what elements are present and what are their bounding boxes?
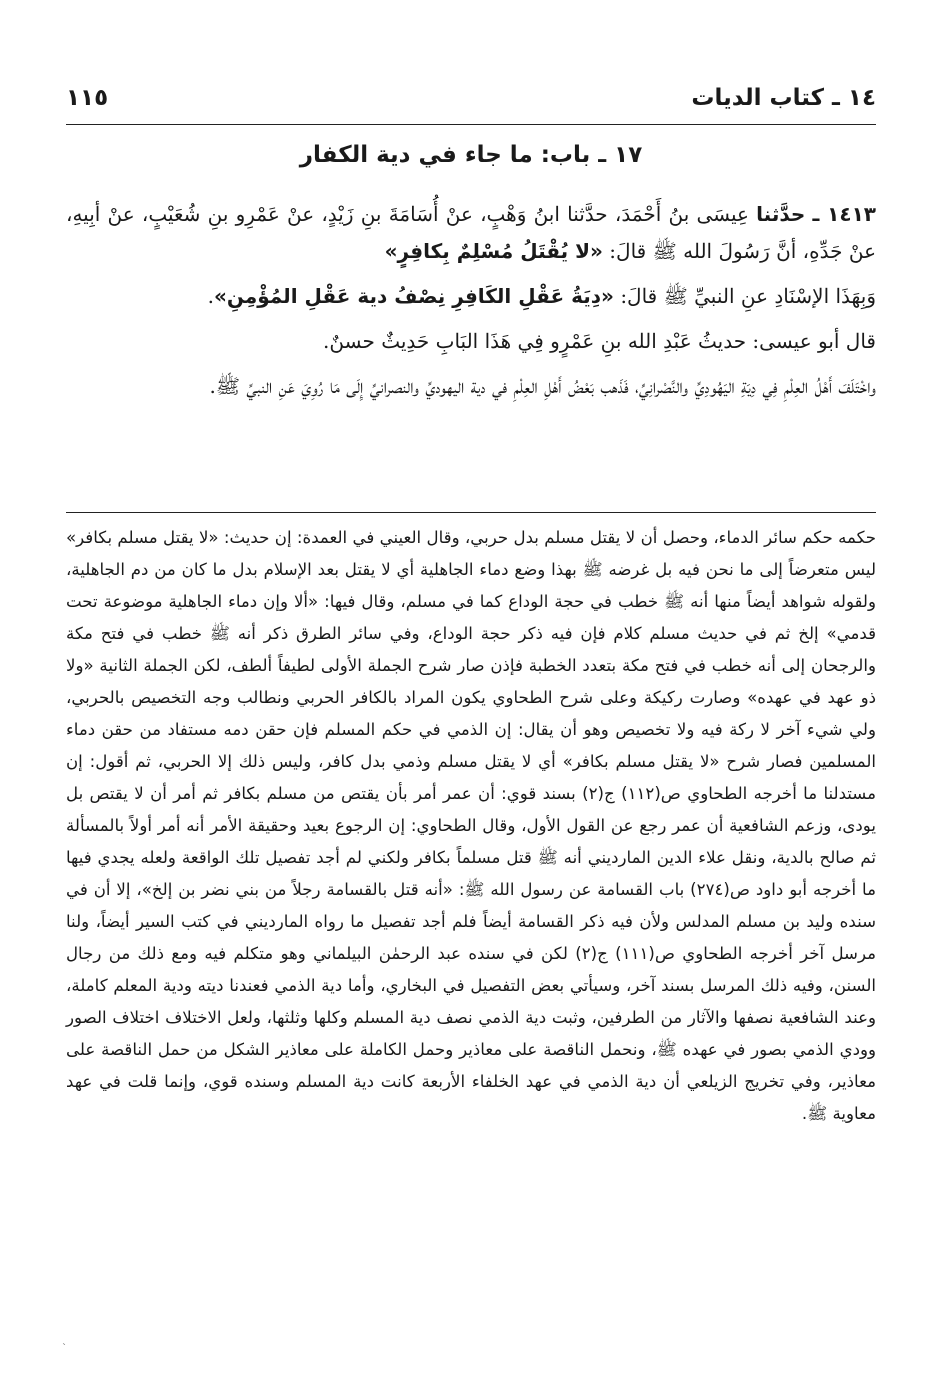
- footnote-text: حكمه حكم سائر الدماء، وحصل أن لا يقتل مسلم بدل حربي، وقال العيني في العمدة: إن حديث: «لا يقتل مسلم بكافر» ليس متعرضاً إلى ما نحن فيه بل غرضه ﷺ بهذا وضع دماء الجاهلية أي لا يقتل بعد الإسلام بدل ما كان من دم الجاهلية، ولقوله شواهد أيضاً منها أنه ﷺ خطب في حجة الوداع كما في مسلم، وقال فيها: «ألا وإن دماء الجاهلية موضوعة تحت قدمي» إلخ ثم في حديث مسلم كلام فإن فيه ذكر حجة الوداع، وفي سائر الطرق ذكر أنه ﷺ خطب في فتح مكة والرجحان إلى أنه خطب في فتح مكة بتعدد الخطبة فإذن صار شرح الجملة الأولى لطيفاً ألطف، لكن الجملة الثانية «ولا ذو عهد في عهده» وصارت ركيكة وعلى شرح الطحاوي يكون المراد بالكافر الحربي ونطالب وجه التخصيص بالحربي، ولي شيء آخر لا ركة فيه ولا تخصيص وهو أن يقال: إن الذمي في حكم المسلم فإن حقن دمه مستفاد من حقن دماء المسلمين فصار شرح «لا يقتل مسلم بكافر» أي لا يقتل مسلم وذمي بدل كافر، وليس ذلك إلا الحربي، ثم أقول: إن مستدلنا ما أخرجه الطحاوي ص(١١٢) ج(٢) بسند قوي: أن عمر أمر بأن يقتص من مسلم بكافر ثم أمر أن لا يقتص بل يودى، وزعم الشافعية أن عمر رجع عن القول الأول، وقال الطحاوي: إن الرجوع بعيد وحقيقة الأمر أنه أمر أولاً بالمسألة ثم صالح بالدية، ونقل علاء الدين المارديني أنه ﷺ قتل مسلماً بكافر ولكني لم أجد تفصيل تلك الواقعة ولعله يجدي فيها ما أخرجه أبو داود ص(٢٧٤) باب القسامة عن رسول الله ﷺ: «أنه قتل بالقسامة رجلاً من بني نضر بن إلخ»، إلا أن في سنده وليد بن مسلم المدلس ولأن فيه ذكر القسامة أيضاً فلم أجد تفصيل ما رواه المارديني في كتب السير أيضاً، ولنا مرسل آخر أخرجه الطحاوي ص(١١١) ج(٢) لكن في سنده عبد الرحمٰن البيلماني وهو متكلم فيه ومع ذلك من رجال السنن، وفيه ذلك المرسل بسند آخر، وسيأتي بعض التفصيل في البخاري، وأما دية الذمي فعندنا ديته ودية المعلم كاملة، وعند الشافعية نصفها والآثار من الطرفين، وثبت دية الذمي نصف دية المسلم وكلها وثلثها، ولعل الاختلاف اختلاف الصور وودي الذمي بصور في عهده ﷺ، ونحمل الناقصة على معاذير وحمل الكاملة على معاذير الشكل من حمل الناقصة على معاذير، وفي تخريج الزيلعي أن دية الذمي في عهد الخلفاء الأربعة كانت دية المسلم وسنده قوي، وإنما قلت في عهد معاوية ﷺ.: [66, 528, 877, 1123]
- footnote-block: [66, 522, 876, 1130]
- header-divider: [66, 124, 876, 125]
- ikhtilaf-paragraph: واخْتَلَفَ أَهْلُ العِلْمِ فِي دِيَةِ اليَهُودِيِّ والنَّصْرانِيِّ، فَذَهب بَعْضُ أَهْلِ العِلْمِ في دية اليهوديِّ والنصرانيِّ إِلَى مَا رُوِيَ عَنِ النبيِّ ﷺ.: [209, 374, 876, 398]
- hadith-matn-2: «دِيَةُ عَقْلِ الكَافِرِ نِصْفُ دية عَقْلِ المُؤْمِنِ»: [213, 284, 614, 308]
- running-title: ١٤ ـ كتاب الديات: [691, 85, 876, 111]
- hadith-paragraph: [66, 196, 876, 270]
- page-corner-mark: `: [62, 1343, 67, 1354]
- running-header: [66, 78, 876, 118]
- hadith-number: ١٤١٣ ـ: [812, 202, 876, 226]
- hadith-matn-1: «لا يُقْتَلُ مُسْلِمٌ بِكافِرٍ»: [384, 239, 603, 263]
- page-number: ١١٥: [66, 85, 109, 111]
- chain-lead: حدَّثنا: [756, 202, 806, 226]
- second-isnad-end: .: [207, 284, 214, 308]
- chapter-title: ١٧ ـ باب: ما جاء في دية الكفار: [299, 142, 643, 168]
- second-isnad-paragraph: [66, 278, 876, 315]
- second-isnad-lead: وَبِهَذَا الإسْنَادِ عنِ النبيِّ ﷺ قالَ:: [620, 284, 876, 308]
- main-text: [66, 196, 876, 413]
- abu-isa-paragraph: قال أبو عيسى: حديثُ عَبْدِ الله بنِ عَمْرٍو فِي هَذَا البَابِ حَدِيثٌ حسنٌ.: [323, 329, 876, 353]
- footnote-divider: [66, 512, 876, 513]
- hadith-chain: عِيسَى بنُ أَحْمَدَ، حدَّثنا ابنُ وَهْبٍ، عنْ أُسَامَةَ بنِ زَيْدٍ، عنْ عَمْرِو بنِ شُعَيْبٍ، عنْ أبِيهِ، عنْ جَدِّهِ، أنَّ رَسُولَ الله ﷺ قالَ:: [66, 202, 876, 263]
